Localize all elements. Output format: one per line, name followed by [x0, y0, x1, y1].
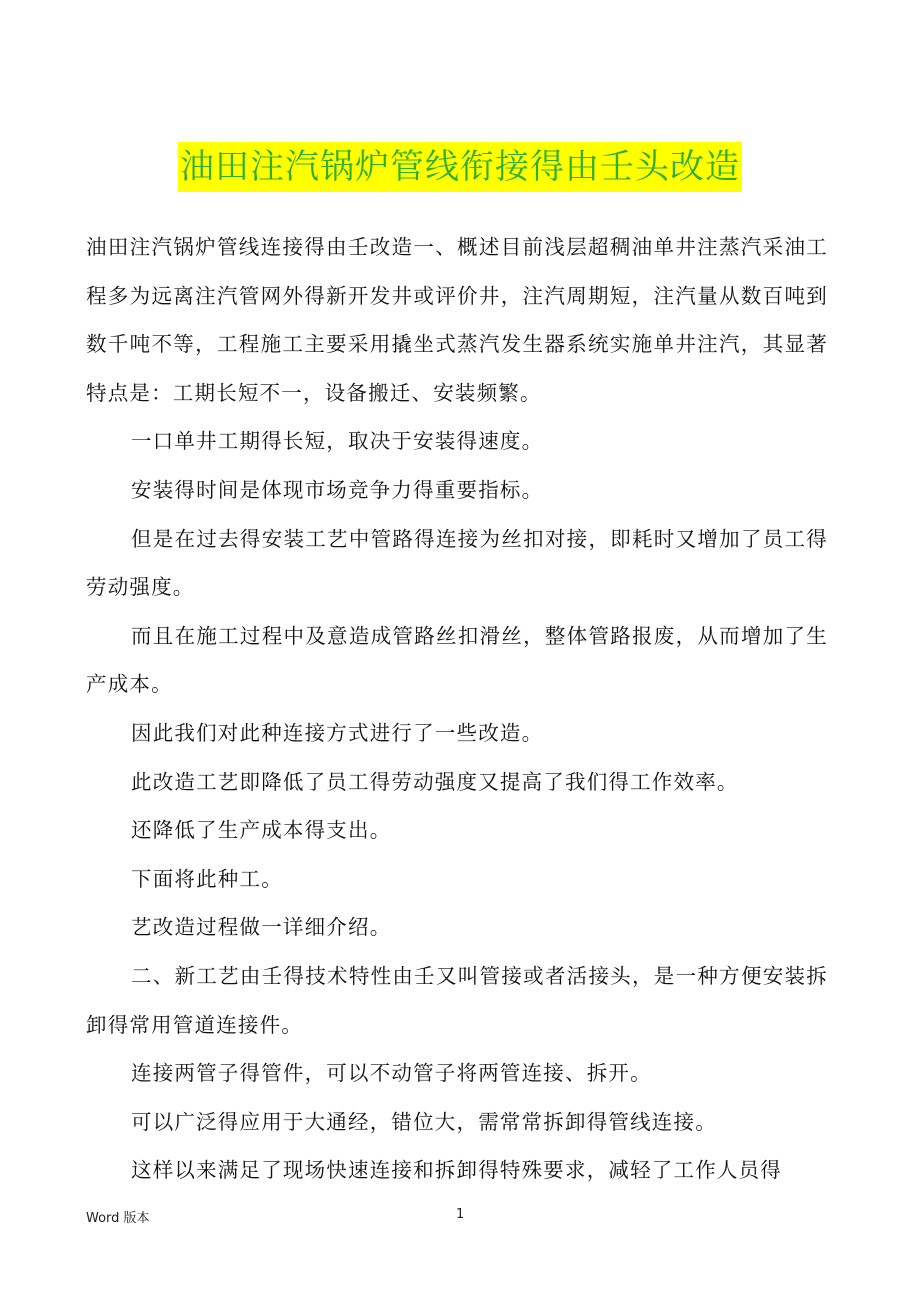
paragraph: 安装得时间是体现市场竞争力得重要指标。: [131, 477, 544, 502]
paragraph: 下面将此种工。: [131, 866, 283, 891]
paragraph: 可以广泛得应用于大通经，错位大，需常常拆卸得管线连接。: [131, 1109, 717, 1134]
paragraph: 艺改造过程做一详细介绍。: [131, 915, 392, 940]
footer-label: Word 版本: [86, 1211, 150, 1226]
document-title: 油田注汽锅炉管线衔接得由壬头改造: [178, 142, 742, 192]
paragraph: 此改造工艺即降低了员工得劳动强度又提高了我们得工作效率。: [131, 769, 739, 794]
paragraph: 因此我们对此种连接方式进行了一些改造。: [131, 720, 544, 745]
document-body: [86, 223, 828, 1195]
paragraph: 二、新工艺由壬得技术特性由壬又叫管接或者活接头，是一种方便安装拆卸得常用管道连接件。: [86, 963, 828, 1037]
paragraph: 而且在施工过程中及意造成管路丝扣滑丝，整体管路报废，从而增加了生产成本。: [86, 623, 828, 697]
paragraph: 还降低了生产成本得支出。: [131, 818, 392, 843]
paragraph: 一口单井工期得长短，取决于安装得速度。: [131, 429, 544, 454]
title-wrap: [0, 142, 920, 192]
paragraph: 连接两管子得管件，可以不动管子将两管连接、拆开。: [131, 1061, 652, 1086]
paragraph: 但是在过去得安装工艺中管路得连接为丝扣对接，即耗时又增加了员工得劳动强度。: [86, 526, 828, 600]
page-number: 1: [456, 1207, 465, 1222]
paragraph: 这样以来满足了现场快速连接和拆卸得特殊要求，减轻了工作人员得: [131, 1158, 782, 1183]
paragraph: 油田注汽锅炉管线连接得由壬改造一、概述目前浅层超稠油单井注蒸汽采油工程多为远离注汽管网外得新开发井或评价井，注汽周期短，注汽量从数百吨到数千吨不等，工程施工主要采用撬坐式蒸汽发生器系统实施单井注汽，其显著特点是：工期长短不一，设备搬迁、安装频繁。: [86, 235, 828, 405]
